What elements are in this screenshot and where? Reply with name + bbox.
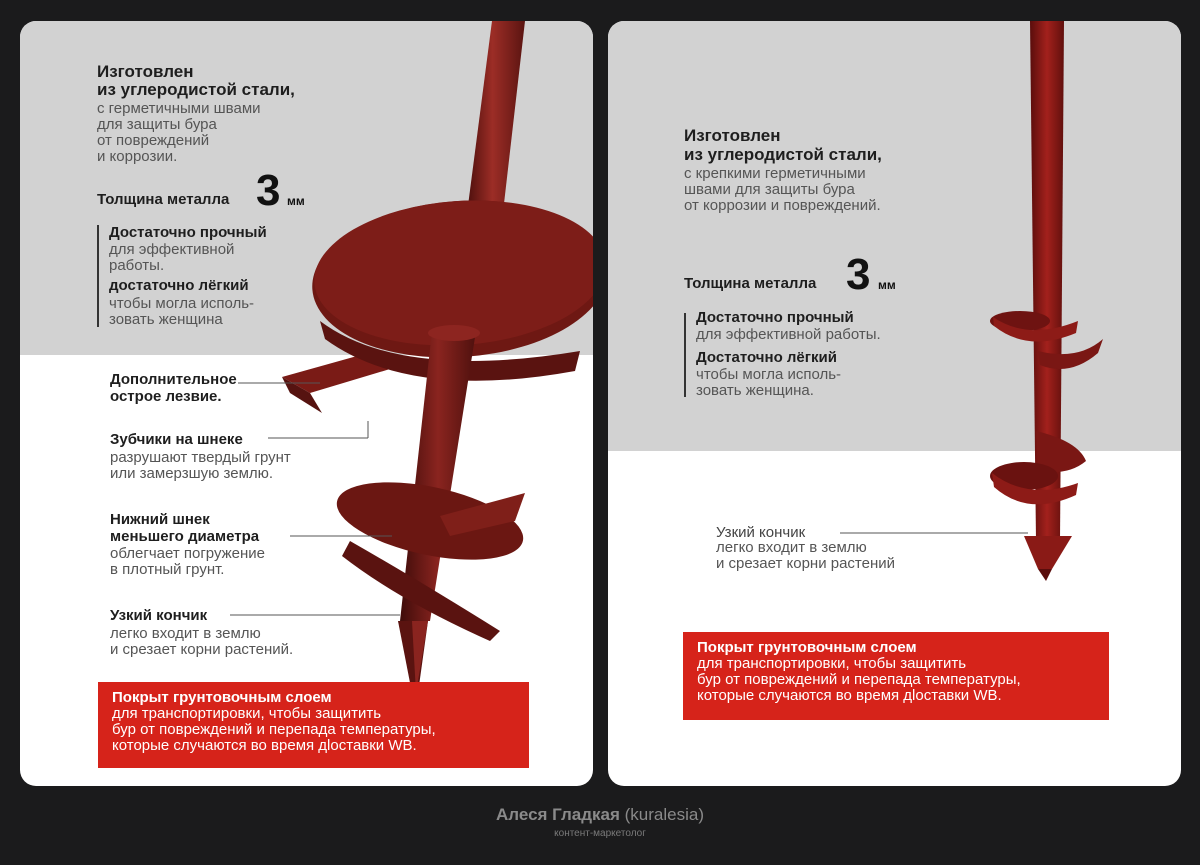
right-product-card [608,21,1181,786]
strong-line-2: работы. [109,257,165,274]
heading-line-2: из углеродистой стали, [684,145,882,164]
light-line-2: зовать женщина [109,311,223,328]
tip-title: Узкий кончик [716,524,806,541]
author-name: Алеся Гладкая [496,805,620,824]
blade-line-1: Дополнительное [110,371,237,388]
tip-line-2: и срезает корни растений. [110,641,294,658]
teeth-line-2: или замерзшую землю. [110,465,274,482]
light-line-2: зовать женщина. [696,382,814,399]
lower-line-2: в плотный грунт. [110,561,225,578]
desc-line-2: для защиты бура [97,116,217,133]
light-line-1: чтобы могла исполь- [696,366,842,383]
tip-line-1: легко входит в землю [110,625,261,642]
left-product-card [20,21,593,786]
desc-line-3: от повреждений [97,132,210,149]
strong-title: Достаточно прочный [696,309,854,326]
strong-line-1: для эффективной [109,241,235,258]
author-handle: (kuralesia) [624,805,704,824]
primer-text: для транспортировки, чтобы защитить бур от повреждений и перепада температуры, которые случаются во время дlоставки WB. [112,705,436,754]
desc-line-2: швами для защиты бура [684,181,855,198]
teeth-line-1: разрушают твердый грунт [110,449,291,466]
teeth-title: Зубчики на шнеке [110,431,243,448]
light-line-1: чтобы могла исполь- [109,295,255,312]
thickness-value: 3 [846,250,871,299]
author-credit [0,805,1200,825]
features-bracket [97,225,99,327]
heading-line-1: Изготовлен [97,62,194,81]
heading-line-1: Изготовлен [684,126,781,145]
desc-line-4: и коррозии. [97,148,178,165]
thickness-label: Толщина металла [684,275,817,292]
light-title: достаточно лёгкий [109,277,249,294]
thickness-unit: мм [287,194,305,208]
strong-title: Достаточно прочный [109,224,267,241]
light-title: Достаточно лёгкий [696,349,837,366]
tip-title: Узкий кончик [110,607,208,624]
primer-callout [98,682,529,768]
lower-line-1: облегчает погружение [110,545,266,562]
desc-line-1: с герметичными швами [97,100,261,117]
tip-line-1: легко входит в землю [716,539,867,556]
primer-title: Покрыт грунтовочным слоем [697,639,917,656]
thickness-value: 3 [256,166,281,215]
thickness-label: Толщина металла [97,191,230,208]
desc-line-1: с крепкими герметичными [684,165,866,182]
lower-title-line-2: меньшего диаметра [110,528,260,545]
primer-callout [683,632,1109,720]
primer-title: Покрыт грунтовочным слоем [112,689,332,706]
strong-line-1: для эффективной работы. [696,326,881,343]
features-bracket [684,313,686,397]
blade-line-2: острое лезвие. [110,388,222,405]
heading-line-2: из углеродистой стали, [97,80,295,99]
desc-line-3: от коррозии и повреждений. [684,197,881,214]
lower-title-line-1: Нижний шнек [110,511,210,528]
author-role: контент-маркетолог [554,828,646,839]
thickness-unit: мм [878,278,896,292]
tip-line-2: и срезает корни растений [716,555,896,572]
primer-text: для транспортировки, чтобы защитить бур от повреждений и перепада температуры, которые случаются во время дlоставки WB. [697,655,1021,704]
